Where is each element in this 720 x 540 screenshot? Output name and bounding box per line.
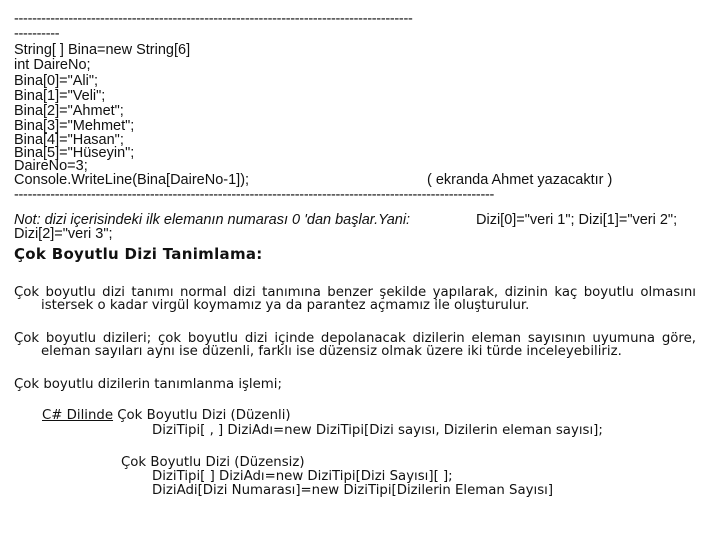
separator-line: ---------- <box>14 26 60 42</box>
note-example: Dizi[0]="veri 1"; Dizi[1]="veri 2"; <box>476 212 678 228</box>
syntax-line: DiziTipi[ ] DiziAdı=new DiziTipi[Dizi Sayısı][ ]; <box>152 469 453 484</box>
code-line: Console.WriteLine(Bina[DaireNo-1]); <box>14 172 250 188</box>
example-title: Çok Boyutlu Dizi (Düzenli) <box>113 408 291 423</box>
paragraph <box>14 333 696 359</box>
note-example: Dizi[2]="veri 3"; <box>14 226 113 242</box>
syntax-line: DiziAdi[Dizi Numarası]=new DiziTipi[Dizilerin Eleman Sayısı] <box>152 483 554 498</box>
code-line: Bina[3]="Mehmet"; <box>14 118 135 134</box>
code-line: int DaireNo; <box>14 57 91 73</box>
code-line: Bina[4]="Hasan"; <box>14 132 124 148</box>
syntax-line: DiziTipi[ , ] DiziAdı=new DiziTipi[Dizi sayısı, Dizilerin eleman sayısı]; <box>152 423 603 438</box>
paragraph <box>14 379 696 392</box>
code-line: Bina[2]="Ahmet"; <box>14 103 124 119</box>
section-heading: Çok Boyutlu Dizi Tanimlama: <box>14 245 263 263</box>
separator-line: ---------------------------------------------------------------------------------------------------------- <box>14 187 495 203</box>
code-line: Bina[5]="Hüseyin"; <box>14 145 135 161</box>
code-line: Bina[0]="Ali"; <box>14 73 99 89</box>
paragraph-text: Çok boyutlu dizilerin tanımlanma işlemi; <box>14 377 282 392</box>
language-label: C# Dilinde <box>42 408 114 423</box>
paragraph-text: Çok boyutlu dizileri; çok boyutlu dizi içinde depolanacak dizilerin eleman sayısının uyumuna göre, eleman sayıları aynı ise düzenli, farklı ise düzensiz olmak üzere iki türde inceleyebiliriz. <box>14 331 696 359</box>
console-comment: ( ekranda Ahmet yazacaktır ) <box>427 172 613 188</box>
paragraph <box>14 287 696 313</box>
code-line: Bina[1]="Veli"; <box>14 88 106 104</box>
example-title-regular <box>42 409 291 423</box>
note-text: Not: dizi içerisindeki ilk elemanın numarası 0 'dan başlar.Yani: <box>14 212 411 228</box>
code-line: String[ ] Bina=new String[6] <box>14 42 191 58</box>
paragraph-text: Çok boyutlu dizi tanımı normal dizi tanımına benzer şekilde yapılarak, dizinin kaç boyutlu olmasını istersek o kadar virgül koymamız ya da parantez açmamız ile oluşturulur. <box>14 285 696 313</box>
separator-line: ---------------------------------------------------------------------------------------- <box>14 11 413 27</box>
code-line: DaireNo=3; <box>14 158 88 174</box>
example-title-irregular: Çok Boyutlu Dizi (Düzensiz) <box>121 455 305 470</box>
